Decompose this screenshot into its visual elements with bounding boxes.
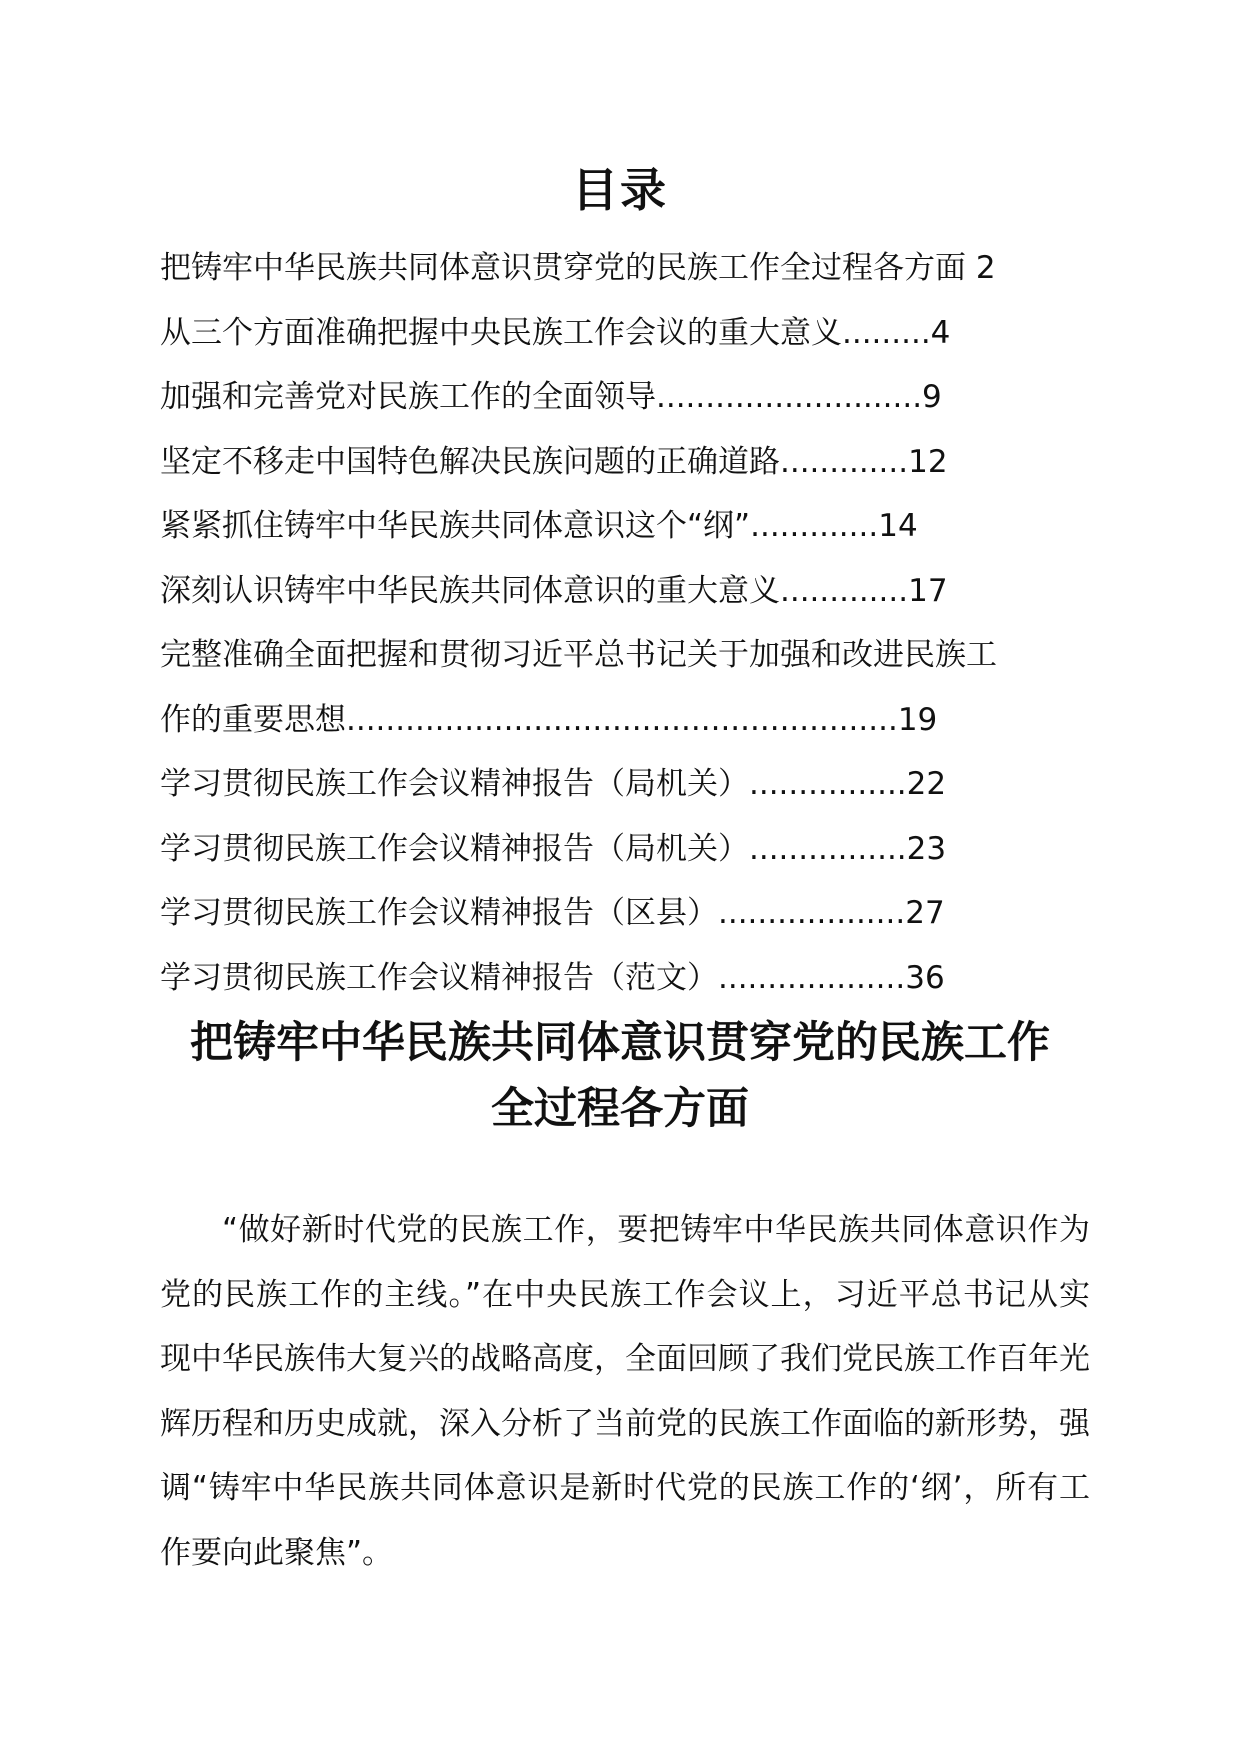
toc-entry[interactable] <box>160 301 1090 366</box>
table-of-contents <box>160 236 1090 1010</box>
toc-entry[interactable] <box>160 946 1090 1011</box>
toc-entry-text: 加强和完善党对民族工作的全面领导...........................9 <box>160 379 942 415</box>
article-title <box>120 1010 1120 1142</box>
toc-entry-text: 作的重要思想........................................................19 <box>160 701 938 738</box>
article-title-line-2: 全过程各方面 <box>491 1084 749 1134</box>
toc-entry[interactable] <box>160 236 1090 301</box>
article-body <box>160 1198 1090 1585</box>
toc-entry[interactable] <box>160 688 1090 753</box>
toc-entry-text: 学习贯彻民族工作会议精神报告（局机关）................23 <box>160 830 947 867</box>
toc-entry-text: 学习贯彻民族工作会议精神报告（区县）...................27 <box>160 895 945 931</box>
article-title-line-1: 把铸牢中华民族共同体意识贯穿党的民族工作 <box>190 1018 1050 1068</box>
toc-entry-text: 紧紧抓住铸牢中华民族共同体意识这个“纲”.............14 <box>160 508 918 544</box>
toc-entry[interactable] <box>160 752 1090 817</box>
toc-entry[interactable] <box>160 881 1090 946</box>
toc-entry-text: 坚定不移走中国特色解决民族问题的正确道路.............12 <box>160 443 948 480</box>
toc-entry[interactable] <box>160 430 1090 495</box>
toc-entry-text: 把铸牢中华民族共同体意识贯穿党的民族工作全过程各方面 2 <box>160 250 996 286</box>
toc-entry[interactable] <box>160 817 1090 882</box>
body-paragraph: “做好新时代党的民族工作，要把铸牢中华民族共同体意识作为党的民族工作的主线。”在中央民族工作会议上，习近平总书记从实现中华民族伟大复兴的战略高度，全面回顾了我们党民族工作百年光辉历程和历史成就，深入分析了当前党的民族工作面临的新形势，强调“铸牢中华民族共同体意识是新时代党的民族工作的‘纲’，所有工作要向此聚焦”。 <box>160 1212 1090 1571</box>
toc-entry[interactable] <box>160 365 1090 430</box>
toc-title: 目录 <box>572 163 668 217</box>
toc-entry[interactable] <box>160 623 1090 688</box>
toc-entry[interactable] <box>160 494 1090 559</box>
toc-entry[interactable] <box>160 559 1090 624</box>
toc-entry-text: 完整准确全面把握和贯彻习近平总书记关于加强和改进民族工 <box>160 637 997 673</box>
toc-entry-text: 从三个方面准确把握中央民族工作会议的重大意义.........4 <box>160 314 951 351</box>
toc-entry-text: 深刻认识铸牢中华民族共同体意识的重大意义.............17 <box>160 572 948 609</box>
toc-entry-text: 学习贯彻民族工作会议精神报告（范文）...................36 <box>160 959 945 996</box>
toc-entry-text: 学习贯彻民族工作会议精神报告（局机关）................22 <box>160 766 947 802</box>
